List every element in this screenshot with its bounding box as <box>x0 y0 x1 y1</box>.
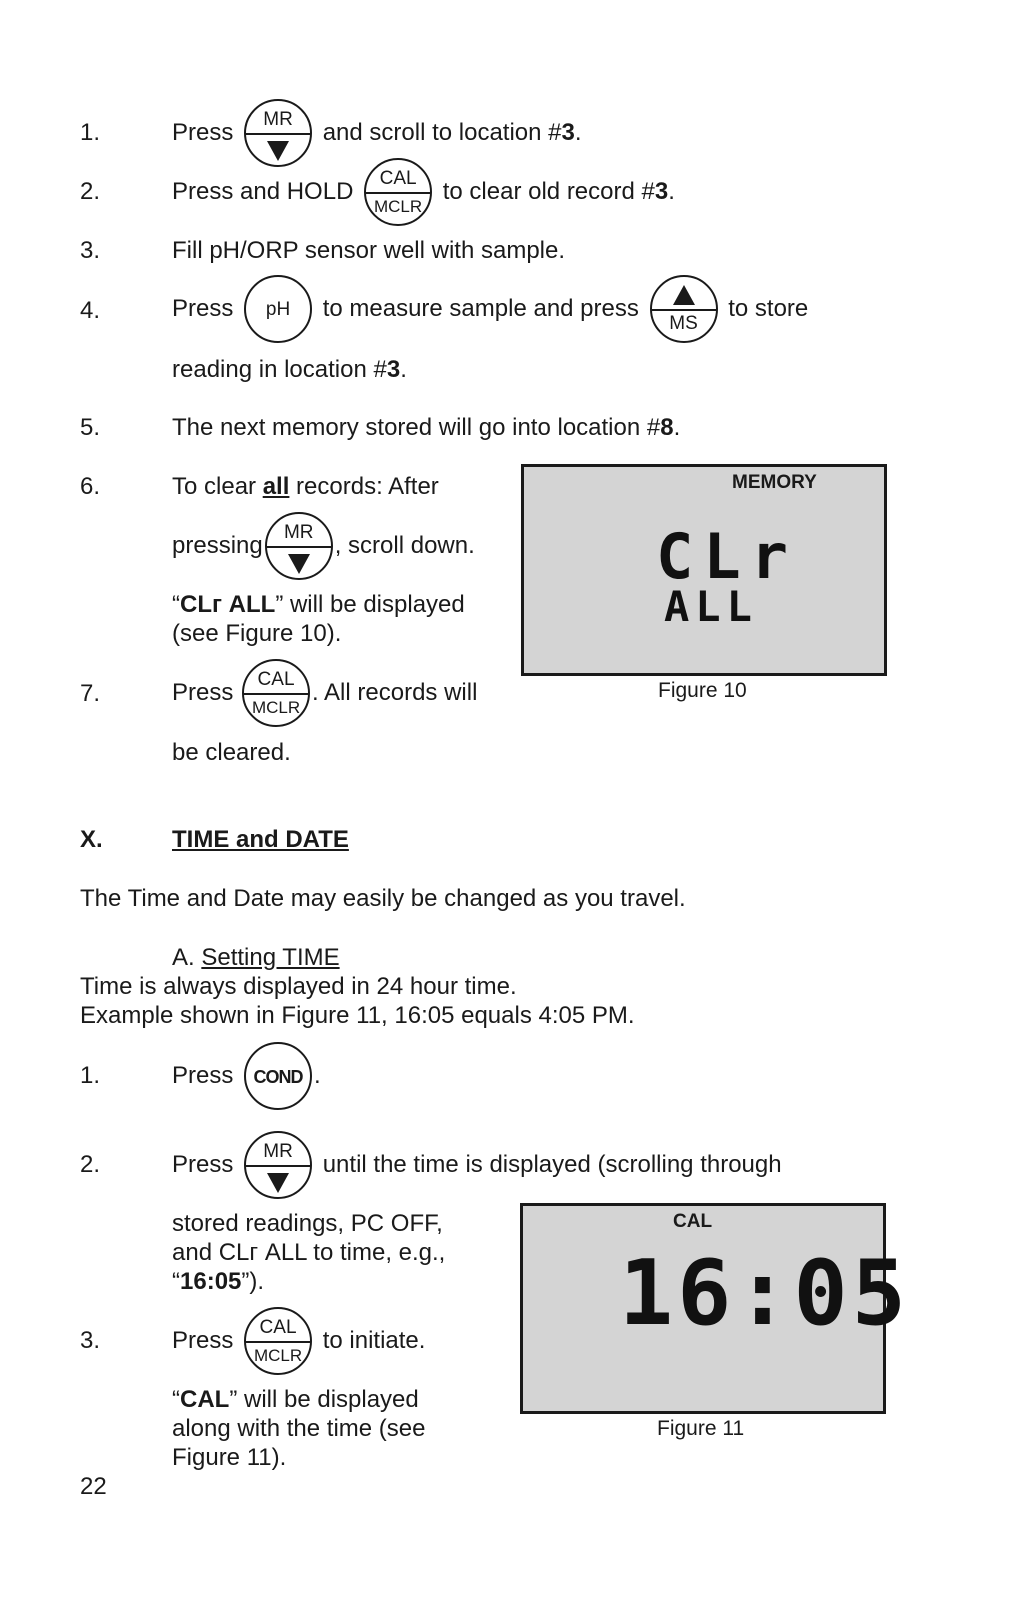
page-number: 22 <box>80 1473 107 1500</box>
step-text: , scroll down. <box>334 532 475 559</box>
step-text: Fill pH/ORP sensor well with sample. <box>172 237 566 264</box>
step-text: to store <box>728 295 809 322</box>
punct: . <box>574 119 582 146</box>
step-text: The next memory stored will go into location # <box>172 414 661 441</box>
subsection-text: Example shown in Figure 11, 16:05 equals 4:05 PM. <box>80 1002 635 1029</box>
lcd-figure-11 <box>520 1203 910 1414</box>
step-number: 3. <box>80 237 101 264</box>
step-number: 1. <box>80 119 101 146</box>
mr-button[interactable] <box>265 512 333 580</box>
step-text: until the time is displayed (scrolling through <box>322 1151 782 1178</box>
subsection-title: Setting TIME <box>201 944 340 971</box>
step-text: Figure 11). <box>172 1444 287 1471</box>
cal-mclr-button[interactable] <box>364 158 432 226</box>
punct: ”). <box>241 1268 265 1295</box>
step-number: 3. <box>80 1327 101 1354</box>
up-arrow-icon <box>652 285 716 305</box>
emphasis-all: all <box>262 473 290 500</box>
step-text: be cleared. <box>172 739 291 766</box>
down-arrow-icon <box>267 554 331 574</box>
step-text: ” will be displayed <box>275 591 465 618</box>
step-text: Press <box>172 1327 234 1354</box>
lcd-cal-label: CAL <box>673 1211 713 1232</box>
step-number: 2. <box>80 178 101 205</box>
ph-label: pH <box>265 299 291 320</box>
step-number: 7. <box>80 680 101 707</box>
punct: . <box>400 356 407 383</box>
lcd-figure-10 <box>521 464 887 676</box>
ph-button[interactable] <box>244 275 312 343</box>
step-number: 2. <box>80 1151 101 1178</box>
step-text: Press <box>172 1151 234 1178</box>
figure-10-caption: Figure 10 <box>658 679 747 702</box>
step-text: Press <box>172 1062 234 1089</box>
subsection-prefix: A. <box>172 944 202 971</box>
section-title: TIME and DATE <box>172 826 349 853</box>
cal-label: CAL <box>259 1317 297 1338</box>
step-text: Press <box>172 295 234 322</box>
step-text: Press <box>172 119 234 146</box>
mr-label: MR <box>283 522 314 543</box>
step-text: Press <box>172 679 234 706</box>
step-text: pressing <box>172 532 263 559</box>
cond-label: COND <box>253 1067 303 1087</box>
display-text: CAL <box>180 1386 230 1413</box>
mclr-label: MCLR <box>253 1346 303 1365</box>
cond-button[interactable] <box>244 1042 312 1110</box>
lcd-all-text: ALL <box>664 582 758 631</box>
step-number: 5. <box>80 414 101 441</box>
mr-label: MR <box>263 109 293 130</box>
mr-button[interactable] <box>244 1131 312 1199</box>
mr-label: MR <box>263 1141 293 1162</box>
step-text: ” will be displayed <box>229 1386 419 1413</box>
step-text: and CLг ALL to time, e.g., <box>172 1239 446 1266</box>
location-number: 3 <box>561 119 575 146</box>
cal-label: CAL <box>257 669 295 690</box>
step-number: 4. <box>80 297 101 324</box>
punct: . <box>668 178 675 205</box>
step-text: along with the time (see <box>172 1415 426 1442</box>
step-number: 6. <box>80 473 101 500</box>
location-number: 3 <box>386 356 401 383</box>
step-text: to clear old record # <box>442 178 655 205</box>
location-number: 3 <box>654 178 669 205</box>
mr-button[interactable] <box>244 99 312 167</box>
step-text: . All records will <box>312 679 478 706</box>
quote: “ <box>172 1386 180 1413</box>
ms-label: MS <box>669 313 698 334</box>
punct: . <box>314 1062 321 1089</box>
step-text: Press and HOLD <box>172 178 354 205</box>
cal-mclr-button[interactable] <box>244 1307 312 1375</box>
lcd-memory-label: MEMORY <box>732 472 817 493</box>
location-number: 8 <box>660 414 674 441</box>
mclr-label: MCLR <box>251 698 301 717</box>
down-arrow-icon <box>246 1173 310 1193</box>
step-text: and scroll to location # <box>322 119 562 146</box>
step-number: 1. <box>80 1062 101 1089</box>
step-text: stored readings, PC OFF, <box>172 1210 443 1237</box>
lcd-time-display: 16:05 <box>619 1241 910 1346</box>
step-text: To clear <box>172 473 263 500</box>
mclr-label: MCLR <box>373 197 423 216</box>
step-text: to measure sample and press <box>322 295 639 322</box>
cal-label: CAL <box>379 168 417 189</box>
step-text: (see Figure 10). <box>172 620 342 647</box>
ms-button[interactable] <box>650 275 718 343</box>
section-number: X. <box>80 826 103 853</box>
step-text: records: After <box>289 473 439 500</box>
cal-mclr-button[interactable] <box>242 659 310 727</box>
lcd-clr-text: CLr <box>656 520 798 593</box>
quote: “ <box>172 591 180 618</box>
display-text: CLг ALL <box>180 591 276 618</box>
subsection-text: Time is always displayed in 24 hour time. <box>80 973 517 1000</box>
figure-11-caption: Figure 11 <box>657 1417 745 1440</box>
step-text: to initiate. <box>322 1327 426 1354</box>
time-example: 16:05 <box>180 1268 242 1295</box>
punct: . <box>673 414 681 441</box>
quote: “ <box>172 1268 180 1295</box>
step-text: reading in location # <box>172 356 387 383</box>
section-intro: The Time and Date may easily be changed as you travel. <box>80 885 686 912</box>
